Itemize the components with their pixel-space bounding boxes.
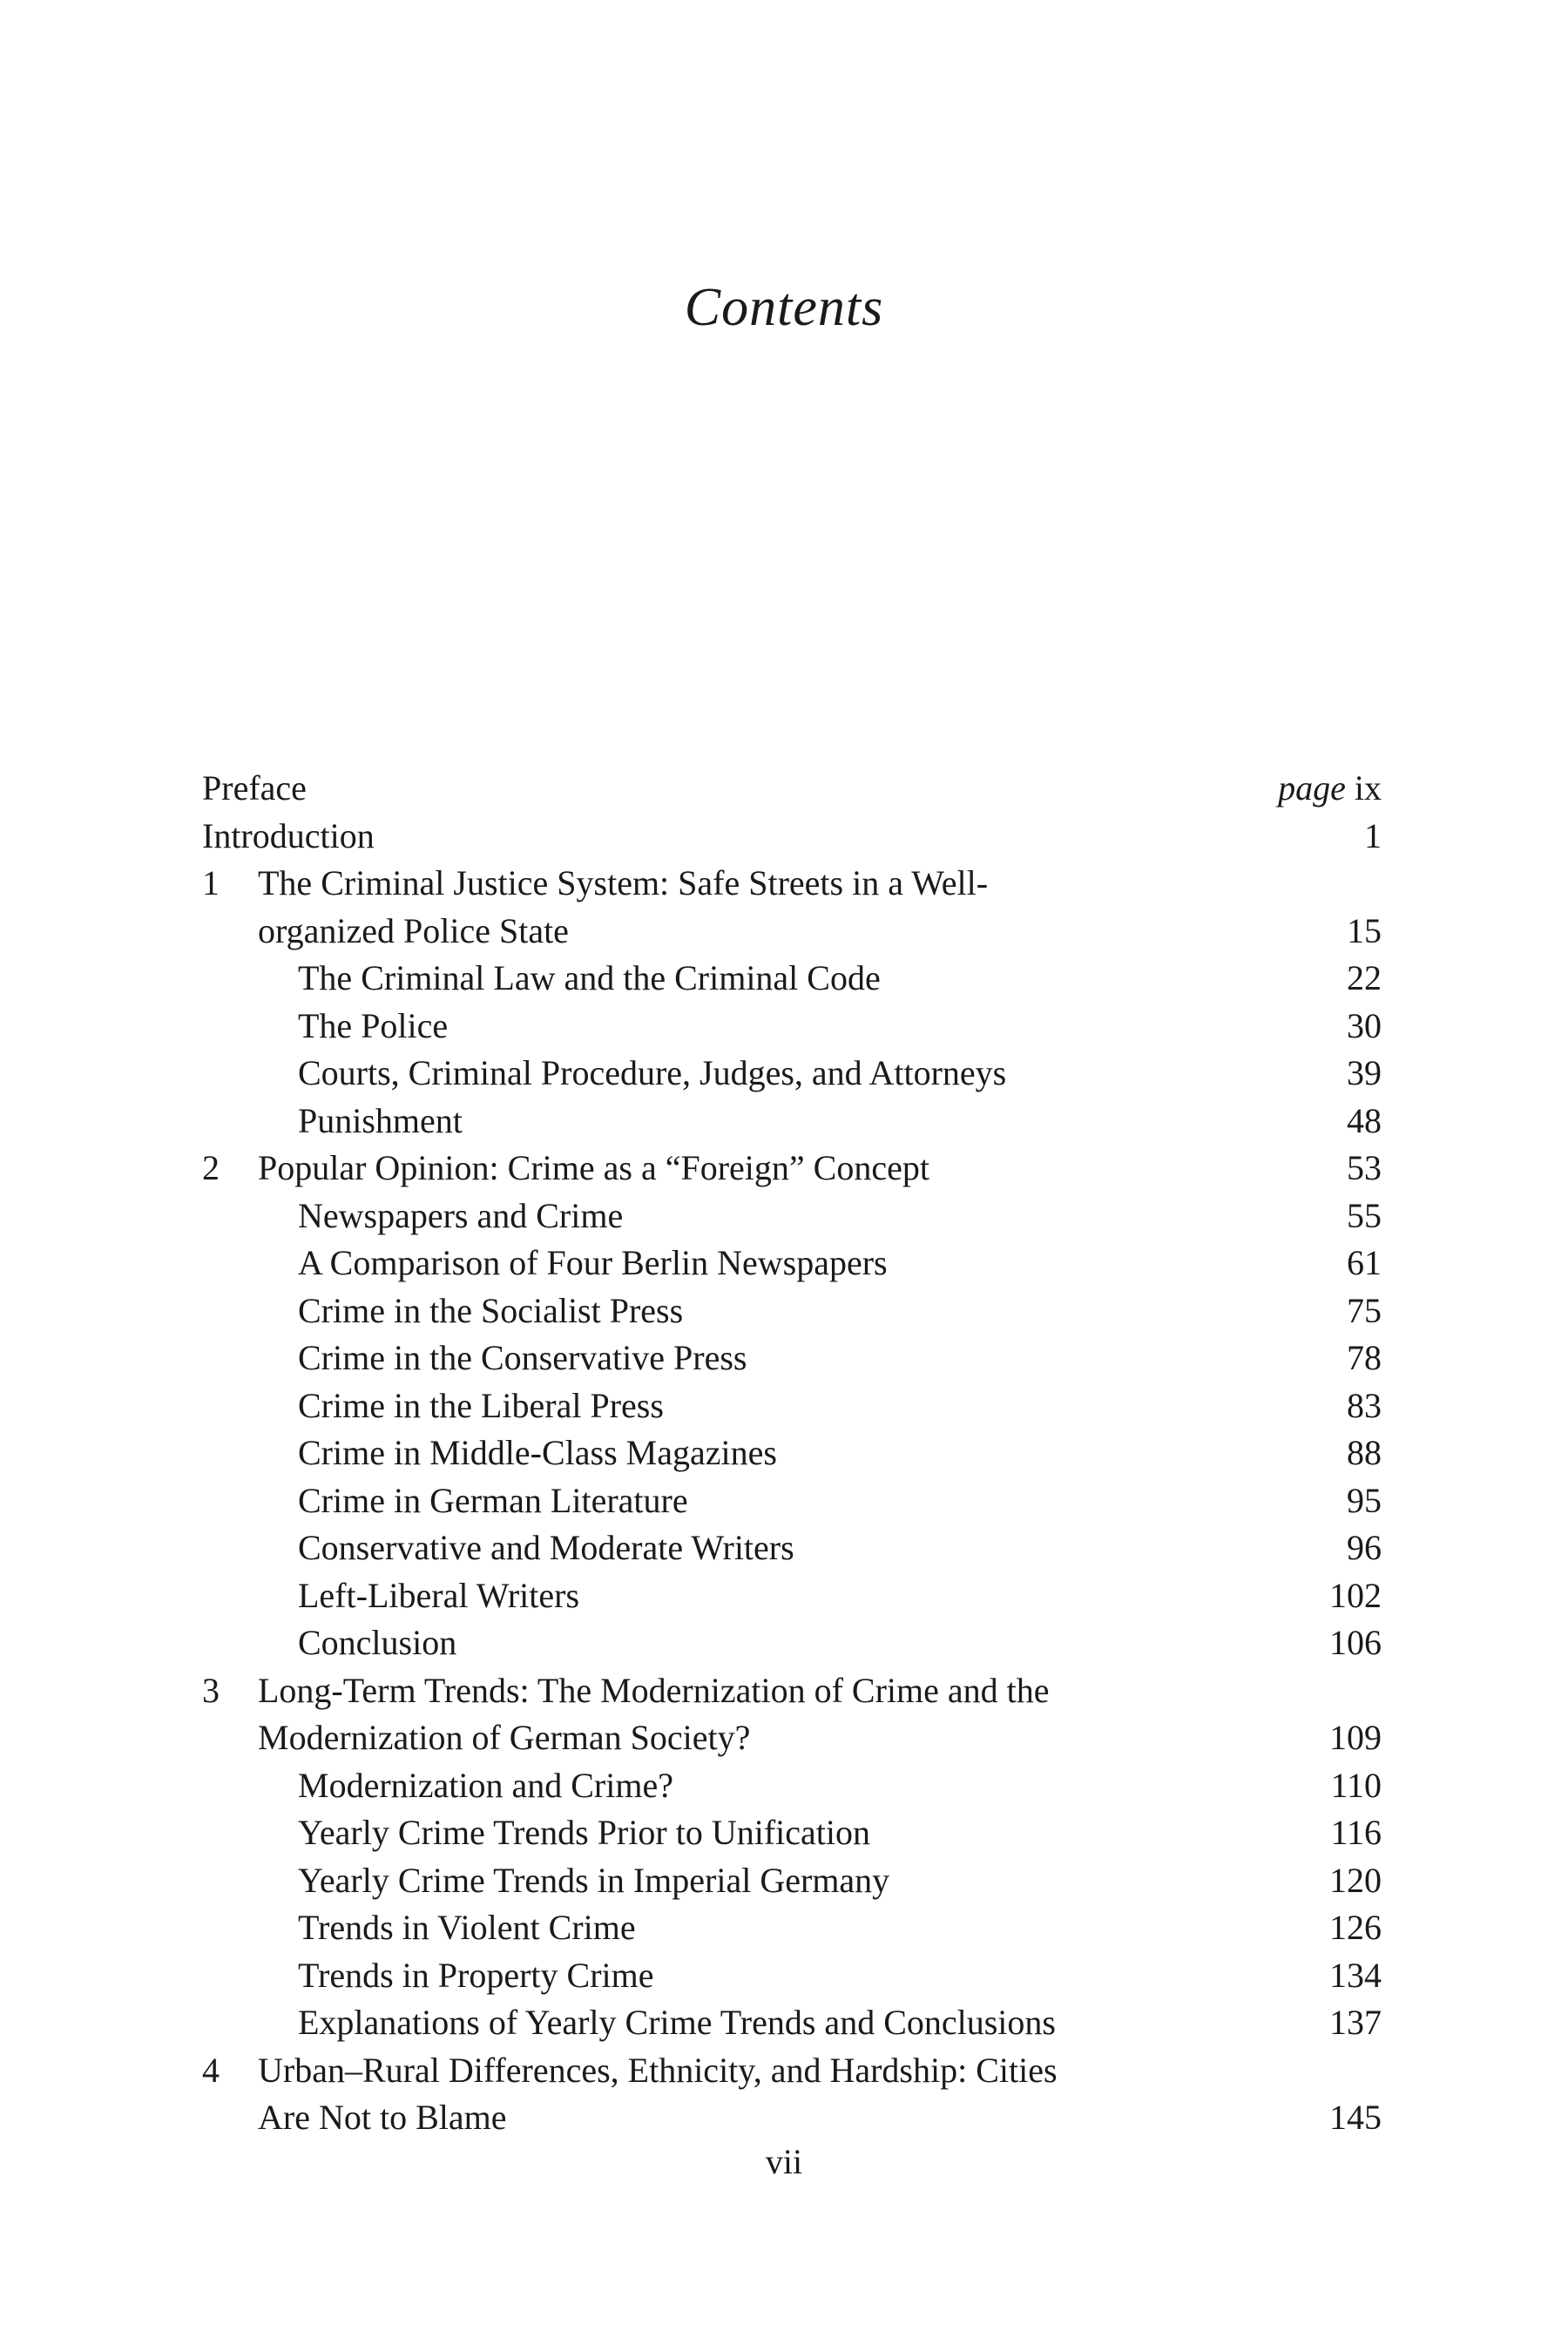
section-title: Newspapers and Crime bbox=[298, 1195, 624, 1235]
toc-entry-preface[interactable] bbox=[202, 765, 1382, 813]
chapter-title-line2: Modernization of German Society? bbox=[258, 1718, 751, 1757]
toc-entry-page: 106 bbox=[1329, 1623, 1382, 1662]
toc-chapter-3[interactable] bbox=[202, 1667, 1382, 1715]
toc-section[interactable] bbox=[202, 1098, 1382, 1146]
toc-entry-page: 22 bbox=[1347, 958, 1382, 997]
section-title: Conclusion bbox=[298, 1623, 457, 1662]
toc-entry-page: 78 bbox=[1347, 1338, 1382, 1377]
toc-section[interactable] bbox=[202, 1572, 1382, 1620]
toc-entry-page: 48 bbox=[1347, 1100, 1382, 1140]
chapter-title-line1: Popular Opinion: Crime as a “Foreign” Concept bbox=[258, 1148, 929, 1187]
toc-chapter-4-continued[interactable] bbox=[202, 2094, 1382, 2142]
toc-section[interactable] bbox=[202, 1904, 1382, 1952]
toc-entry-introduction[interactable] bbox=[202, 813, 1382, 861]
toc-section[interactable] bbox=[202, 1288, 1382, 1335]
section-title: The Criminal Law and the Criminal Code bbox=[298, 958, 881, 997]
chapter-title-line1: Long-Term Trends: The Modernization of Crime and the bbox=[258, 1670, 1050, 1710]
toc-section[interactable] bbox=[202, 1524, 1382, 1572]
toc-section[interactable] bbox=[202, 1382, 1382, 1430]
toc-entry-page: 116 bbox=[1330, 1813, 1382, 1852]
toc-section[interactable] bbox=[202, 1193, 1382, 1240]
section-title: The Police bbox=[298, 1005, 449, 1045]
chapter-number: 4 bbox=[202, 2050, 220, 2090]
toc-entry-page: 1 bbox=[1364, 815, 1382, 855]
toc-entry-page: 110 bbox=[1330, 1765, 1382, 1805]
toc-chapter-1[interactable] bbox=[202, 860, 1382, 908]
toc-entry-page: 137 bbox=[1329, 2003, 1382, 2042]
toc-section[interactable] bbox=[202, 1050, 1382, 1098]
section-title: Modernization and Crime? bbox=[298, 1765, 673, 1805]
toc-chapter-4[interactable] bbox=[202, 2047, 1382, 2095]
toc-entry-page: 96 bbox=[1347, 1528, 1382, 1567]
toc-entry-page: 134 bbox=[1329, 1955, 1382, 1995]
toc-section[interactable] bbox=[202, 1857, 1382, 1905]
toc-section[interactable] bbox=[202, 1240, 1382, 1288]
chapter-title-line1: The Criminal Justice System: Safe Streets in a Well- bbox=[258, 863, 989, 902]
toc-section[interactable] bbox=[202, 1335, 1382, 1382]
section-title: Left-Liberal Writers bbox=[298, 1575, 580, 1615]
toc-entry-page: 61 bbox=[1347, 1243, 1382, 1282]
toc-entry-title: Introduction bbox=[202, 815, 375, 855]
section-title: A Comparison of Four Berlin Newspapers bbox=[298, 1243, 888, 1282]
toc-chapter-2[interactable] bbox=[202, 1145, 1382, 1193]
section-title: Crime in the Conservative Press bbox=[298, 1338, 747, 1377]
toc-entry-page: 102 bbox=[1329, 1575, 1382, 1615]
toc-entry-page: 126 bbox=[1329, 1908, 1382, 1947]
toc-entry-page: 88 bbox=[1347, 1433, 1382, 1472]
section-title: Punishment bbox=[298, 1100, 463, 1140]
toc-entry-page: 95 bbox=[1347, 1480, 1382, 1520]
toc-section[interactable] bbox=[202, 1003, 1382, 1051]
toc-entry-page: 83 bbox=[1347, 1385, 1382, 1425]
section-title: Crime in the Liberal Press bbox=[298, 1385, 664, 1425]
section-title: Crime in Middle-Class Magazines bbox=[298, 1433, 777, 1472]
toc-entry-page: 145 bbox=[1329, 2098, 1382, 2137]
toc-section[interactable] bbox=[202, 1619, 1382, 1667]
chapter-title-line2: Are Not to Blame bbox=[258, 2098, 507, 2137]
section-title: Trends in Violent Crime bbox=[298, 1908, 636, 1947]
section-title: Yearly Crime Trends in Imperial Germany bbox=[298, 1860, 890, 1900]
chapter-title-line2: organized Police State bbox=[258, 910, 569, 950]
toc-entry-title: Preface bbox=[202, 768, 307, 808]
section-title: Explanations of Yearly Crime Trends and Conclusions bbox=[298, 2003, 1056, 2042]
chapter-number: 3 bbox=[202, 1670, 220, 1710]
section-title: Trends in Property Crime bbox=[298, 1955, 654, 1995]
toc-entry-page: 109 bbox=[1329, 1718, 1382, 1757]
section-title: Courts, Criminal Procedure, Judges, and Attorneys bbox=[298, 1053, 1007, 1092]
toc-entry-page: 15 bbox=[1347, 910, 1382, 950]
toc-section[interactable] bbox=[202, 1999, 1382, 2047]
toc-chapter-1-continued[interactable] bbox=[202, 908, 1382, 956]
toc-chapter-3-continued[interactable] bbox=[202, 1714, 1382, 1762]
toc-section[interactable] bbox=[202, 1477, 1382, 1525]
toc-entry-page: 75 bbox=[1347, 1290, 1382, 1330]
toc-entry-page: 120 bbox=[1329, 1860, 1382, 1900]
toc-section[interactable] bbox=[202, 1809, 1382, 1857]
page-title: Contents bbox=[684, 278, 884, 337]
toc-entry-page: 39 bbox=[1347, 1053, 1382, 1092]
section-title: Crime in the Socialist Press bbox=[298, 1290, 684, 1330]
toc-section[interactable] bbox=[202, 955, 1382, 1003]
toc-entry-page bbox=[1278, 765, 1382, 813]
section-title: Yearly Crime Trends Prior to Unification bbox=[298, 1813, 871, 1852]
toc-entry-page: 55 bbox=[1347, 1195, 1382, 1235]
toc-section[interactable] bbox=[202, 1429, 1382, 1477]
toc-section[interactable] bbox=[202, 1952, 1382, 2000]
chapter-number: 1 bbox=[202, 863, 220, 902]
toc-section[interactable] bbox=[202, 1762, 1382, 1810]
chapter-title-line1: Urban–Rural Differences, Ethnicity, and Hardship: Cities bbox=[258, 2050, 1058, 2090]
page-number: ix bbox=[1354, 768, 1382, 808]
page-prefix: page bbox=[1278, 768, 1346, 808]
page-folio: vii bbox=[765, 2142, 803, 2181]
chapter-number: 2 bbox=[202, 1148, 220, 1187]
table-of-contents bbox=[202, 765, 1382, 2142]
section-title: Conservative and Moderate Writers bbox=[298, 1528, 794, 1567]
toc-entry-page: 30 bbox=[1347, 1005, 1382, 1045]
toc-entry-page: 53 bbox=[1347, 1148, 1382, 1187]
section-title: Crime in German Literature bbox=[298, 1480, 688, 1520]
